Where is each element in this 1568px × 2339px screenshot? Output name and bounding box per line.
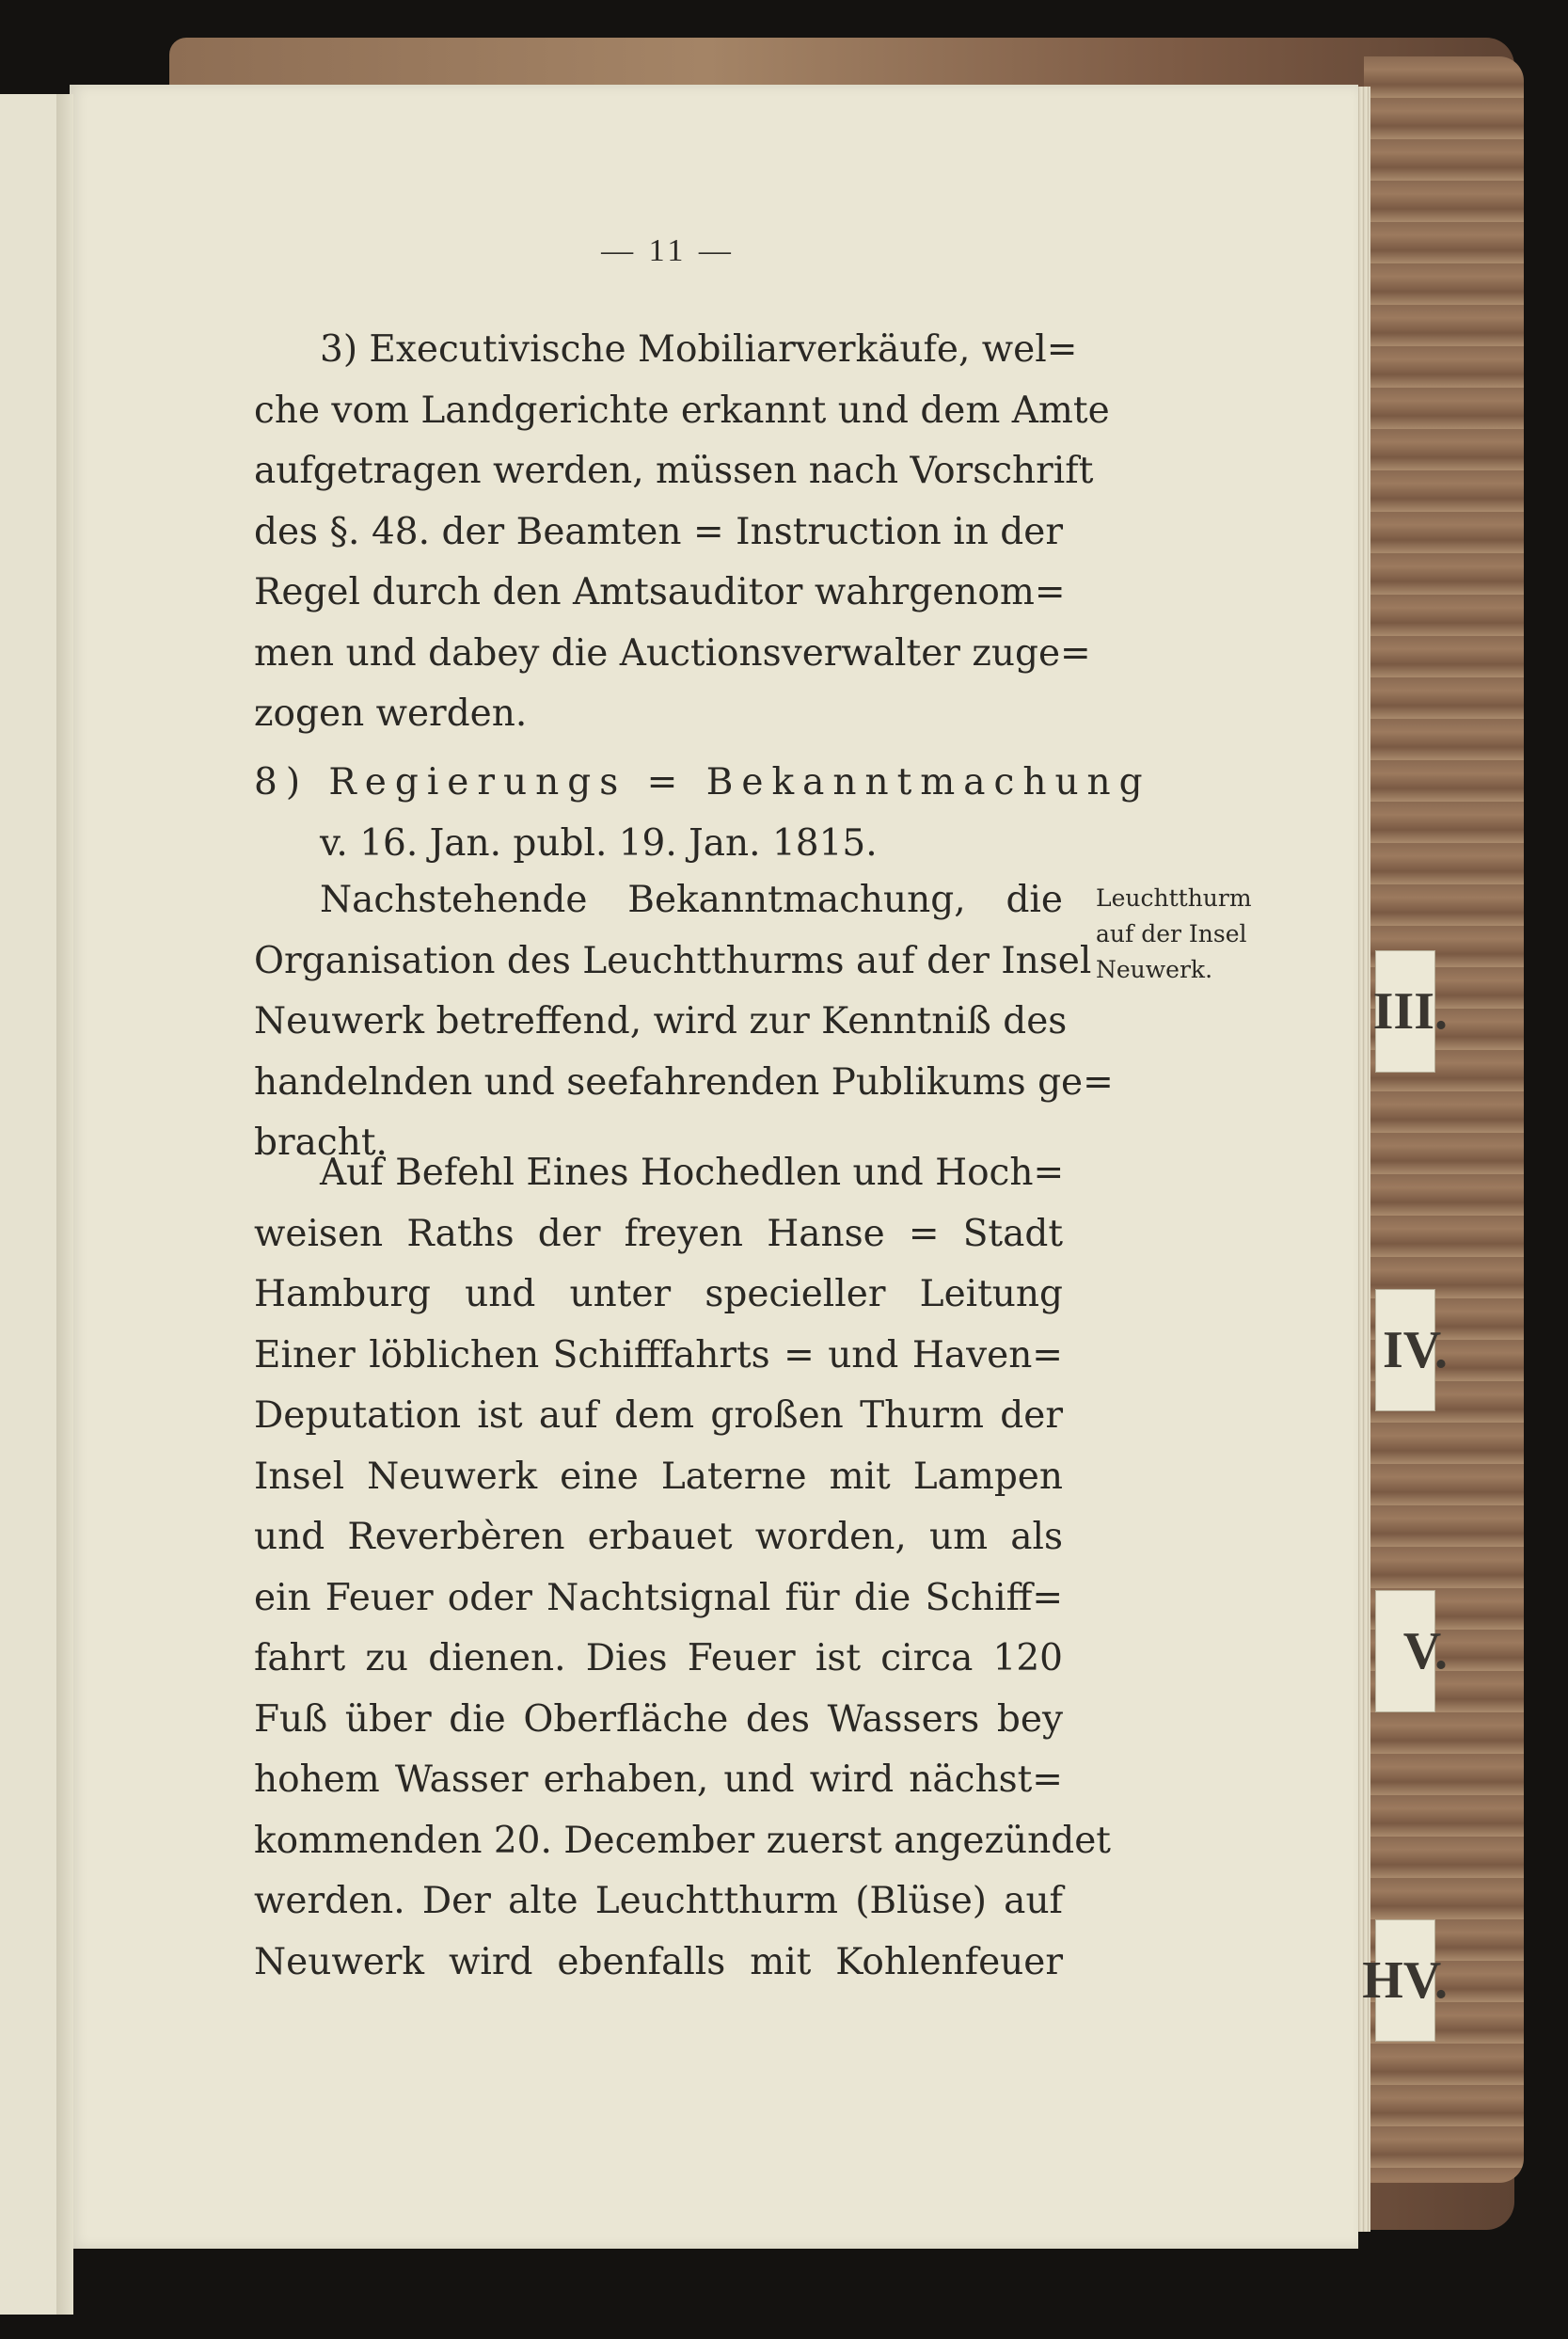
text-line: hohem Wasser erhaben, und wird nächst= [254, 1758, 1063, 1801]
text-line: Fuß über die Oberfläche des Wassers bey [254, 1697, 1063, 1741]
text-line: Insel Neuwerk eine Laterne mit Lampen [254, 1455, 1063, 1498]
text-line: men und dabey die Auctionsverwalter zuge= [254, 631, 1091, 675]
text-line: des §. 48. der Beamten = Instruction in der [254, 510, 1063, 553]
text-line: Regel durch den Amtsauditor wahrgenom= [254, 571, 1066, 613]
tab-hv[interactable] [1362, 1919, 1448, 2042]
section-8-paragraph-2 [254, 1143, 1111, 1993]
margin-note-line: Neuwerk. [1096, 956, 1213, 983]
section-3 [254, 320, 1110, 745]
page-number: — 11 — [601, 233, 735, 268]
tab-iv[interactable] [1375, 1289, 1448, 1411]
text-line: Neuwerk betreffend, wird zur Kenntniß des [254, 1000, 1068, 1042]
text-line: aufgetragen werden, müssen nach Vorschrift [254, 450, 1094, 492]
gutter [56, 94, 73, 2315]
text-line: Deputation ist auf dem großen Thurm der [254, 1394, 1063, 1437]
tab-label: IV. [1382, 1321, 1448, 1379]
text-line: fahrt zu dienen. Dies Feuer ist circa 120 [254, 1637, 1063, 1679]
cover-edge [1364, 56, 1524, 2183]
text-line: zogen werden. [254, 692, 528, 735]
text-line: Organisation des Leuchtthurms auf der Insel [254, 939, 1092, 982]
text-line: che vom Landgerichte erkannt und dem Amte [254, 389, 1110, 432]
text-line: Hamburg und unter specieller Leitung [254, 1273, 1063, 1315]
margin-note-line: auf der Insel [1096, 920, 1247, 947]
text-line: ein Feuer oder Nachtsignal für die Schiff= [254, 1576, 1063, 1619]
text-line: Nachstehende Bekanntmachung, die [320, 879, 1063, 921]
section-date: v. 16. Jan. publ. 19. Jan. 1815. [320, 821, 878, 865]
tab-label: V. [1402, 1622, 1448, 1680]
text-line: Auf Befehl Eines Hochedlen und Hoch= [320, 1152, 1065, 1194]
section-title: 8) Regierungs = Bekanntmachung [254, 761, 1151, 804]
margin-note-line: Leuchtthurm [1096, 884, 1252, 912]
text-line: bracht. [254, 1122, 388, 1164]
text-line: Einer löblichen Schifffahrts = und Haven= [254, 1333, 1063, 1376]
section-8-heading [254, 753, 1151, 874]
text-line: 3) Executivische Mobiliarverkäufe, wel= [320, 328, 1078, 371]
section-8-paragraph-1 [254, 870, 1114, 1174]
text-line: handelnden und seefahrenden Publikums ge= [254, 1060, 1114, 1104]
text-line: Neuwerk wird ebenfalls mit Kohlenfeuer [254, 1940, 1063, 1983]
text-line: kommenden 20. December zuerst angezündet [254, 1819, 1111, 1862]
tab-v[interactable] [1375, 1590, 1448, 1712]
margin-note [1096, 881, 1293, 988]
text-line: weisen Raths der freyen Hanse = Stadt [254, 1212, 1063, 1255]
text-line: werden. Der alte Leuchtthurm (Blüse) auf [254, 1880, 1063, 1922]
tab-label: HV. [1362, 1951, 1448, 2010]
tab-label: III. [1372, 982, 1448, 1041]
text-line: und Reverbèren erbauet worden, um als [254, 1516, 1063, 1558]
tab-iii[interactable] [1372, 950, 1448, 1073]
